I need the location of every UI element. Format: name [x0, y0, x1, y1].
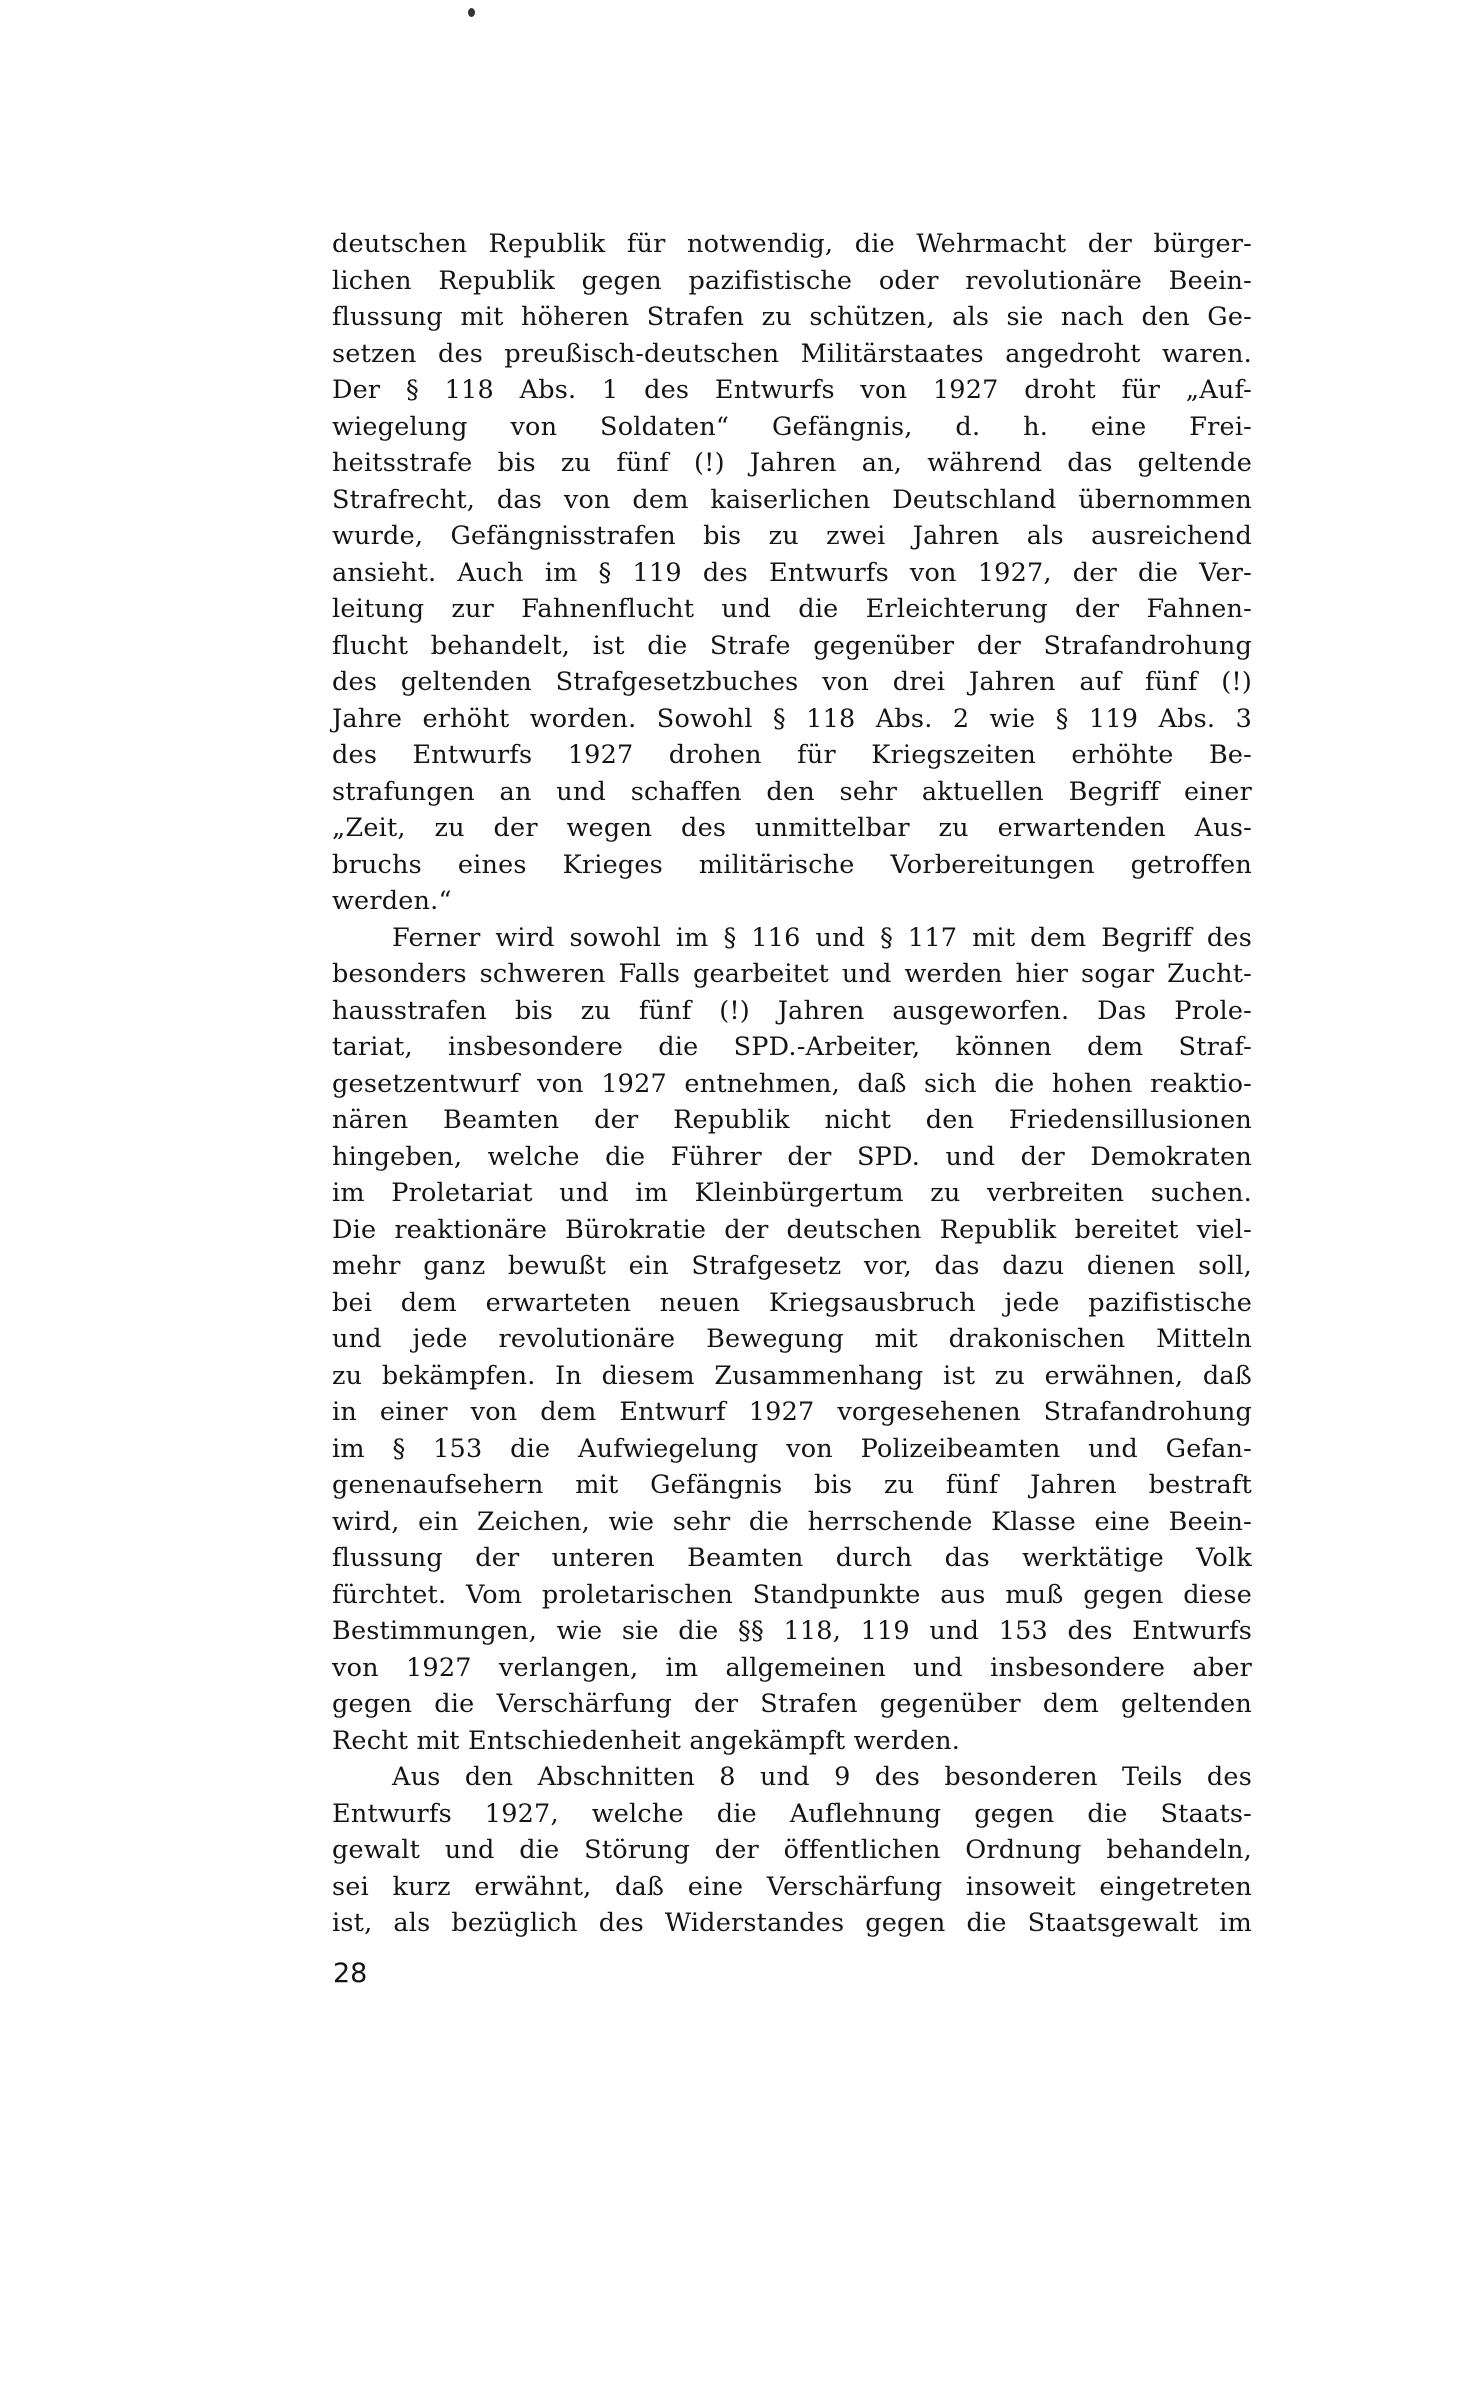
text-line: flussung mit höheren Strafen zu schützen, als sie nach den Ge-	[332, 302, 1252, 332]
text-line: deutschen Republik für notwendig, die Wehrmacht der bürger-	[332, 229, 1252, 259]
text-line: hausstrafen bis zu fünf (!) Jahren ausgeworfen. Das Prole-	[332, 995, 1252, 1026]
text-line: wird, ein Zeichen, wie sehr die herrschende Klasse eine Beein-	[332, 1506, 1252, 1537]
text-line: gesetzentwurf von 1927 entnehmen, daß sich die hohen reaktio-	[332, 1068, 1252, 1099]
text-line: ansieht. Auch im § 119 des Entwurfs von 1927, der die Ver-	[332, 557, 1252, 588]
page-number: 28	[333, 1958, 368, 1989]
text-line: flussung der unteren Beamten durch das werktätige Volk	[332, 1543, 1252, 1573]
text-line: „Zeit, zu der wegen des unmittelbar zu erwartenden Aus-	[332, 813, 1252, 843]
text-line: flucht behandelt, ist die Strafe gegenüber der Strafandrohung	[332, 630, 1252, 661]
text-line: bruchs eines Krieges militärische Vorbereitungen getroffen	[332, 849, 1252, 880]
paragraph-2	[332, 920, 1252, 1760]
text-line: in einer von dem Entwurf 1927 vorgesehenen Strafandrohung	[332, 1397, 1252, 1427]
print-speck	[468, 8, 475, 17]
text-line: ist, als bezüglich des Widerstandes gegen die Staatsgewalt im	[332, 1908, 1252, 1938]
text-line: leitung zur Fahnenflucht und die Erleichterung der Fahnen-	[332, 594, 1252, 624]
text-line: strafungen an und schaffen den sehr aktuellen Begriff einer	[332, 776, 1252, 807]
text-line: werden.“	[332, 886, 452, 916]
text-line: gegen die Verschärfung der Strafen gegenüber dem geltenden	[332, 1689, 1252, 1719]
text-line: von 1927 verlangen, im allgemeinen und insbesondere aber	[332, 1652, 1252, 1683]
text-line: Aus den Abschnitten 8 und 9 des besonderen Teils des	[392, 1762, 1252, 1792]
text-line: gewalt und die Störung der öffentlichen Ordnung behandeln,	[332, 1835, 1252, 1865]
text-line: tariat, insbesondere die SPD.-Arbeiter, können dem Straf-	[332, 1032, 1252, 1062]
text-line: Jahre erhöht worden. Sowohl § 118 Abs. 2 wie § 119 Abs. 3	[332, 703, 1252, 734]
text-line: Strafrecht, das von dem kaiserlichen Deutschland übernommen	[332, 484, 1252, 515]
text-line: setzen des preußisch-deutschen Militärstaates angedroht waren.	[332, 338, 1252, 369]
text-line: Der § 118 Abs. 1 des Entwurfs von 1927 droht für „Auf-	[332, 375, 1252, 405]
text-line: heitsstrafe bis zu fünf (!) Jahren an, während das geltende	[332, 448, 1252, 478]
text-line: hingeben, welche die Führer der SPD. und der Demokraten	[332, 1141, 1252, 1172]
text-line: bei dem erwarteten neuen Kriegsausbruch jede pazifistische	[332, 1287, 1252, 1318]
text-line: im Proletariat und im Kleinbürgertum zu verbreiten suchen.	[332, 1178, 1252, 1208]
text-line: wiegelung von Soldaten“ Gefängnis, d. h. eine Frei-	[332, 411, 1252, 442]
text-line: genenaufsehern mit Gefängnis bis zu fünf Jahren bestraft	[332, 1470, 1252, 1500]
paragraph-3	[332, 1759, 1252, 1942]
text-line: des Entwurfs 1927 drohen für Kriegszeiten erhöhte Be-	[332, 740, 1252, 770]
body-text	[332, 226, 1252, 1942]
text-line: des geltenden Strafgesetzbuches von drei Jahren auf fünf (!)	[332, 667, 1252, 697]
text-line: sei kurz erwähnt, daß eine Verschärfung insoweit eingetreten	[332, 1871, 1252, 1902]
text-line: fürchtet. Vom proletarischen Standpunkte aus muß gegen diese	[332, 1579, 1252, 1610]
text-line: im § 153 die Aufwiegelung von Polizeibeamten und Gefan-	[332, 1433, 1252, 1464]
text-line: nären Beamten der Republik nicht den Friedensillusionen	[332, 1105, 1252, 1135]
text-line: zu bekämpfen. In diesem Zusammenhang ist zu erwähnen, daß	[332, 1360, 1252, 1391]
text-line: besonders schweren Falls gearbeitet und werden hier sogar Zucht-	[332, 959, 1252, 989]
text-line: Entwurfs 1927, welche die Auflehnung gegen die Staats-	[332, 1798, 1252, 1829]
text-line: und jede revolutionäre Bewegung mit drakonischen Mitteln	[332, 1324, 1252, 1354]
text-line: lichen Republik gegen pazifistische oder revolutionäre Beein-	[332, 265, 1252, 296]
paragraph-1	[332, 226, 1252, 920]
text-line: wurde, Gefängnisstrafen bis zu zwei Jahren als ausreichend	[332, 521, 1252, 551]
text-line: Recht mit Entschiedenheit angekämpft werden.	[332, 1725, 961, 1756]
text-line: Die reaktionäre Bürokratie der deutschen Republik bereitet viel-	[332, 1214, 1252, 1245]
text-line: Ferner wird sowohl im § 116 und § 117 mit dem Begriff des	[392, 922, 1252, 953]
text-line: mehr ganz bewußt ein Strafgesetz vor, das dazu dienen soll,	[332, 1251, 1252, 1281]
text-line: Bestimmungen, wie sie die §§ 118, 119 und 153 des Entwurfs	[332, 1616, 1252, 1646]
